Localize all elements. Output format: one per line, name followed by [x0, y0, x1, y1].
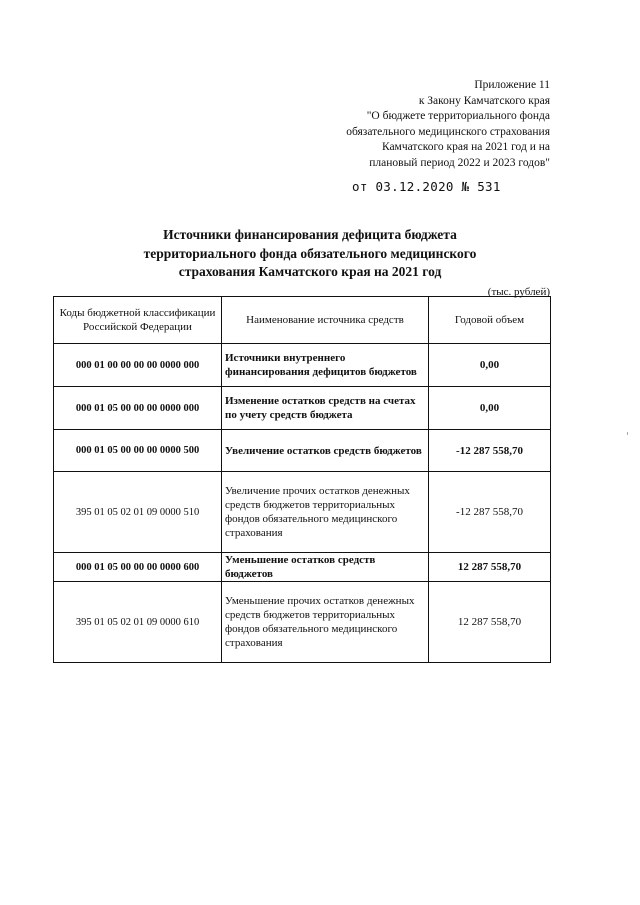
row-value: -12 287 558,70 — [429, 430, 551, 472]
row-name: Изменение остатков средств на счетах по учету средств бюджета — [222, 387, 429, 430]
document-title — [90, 226, 530, 282]
appendix-line: Камчатского края на 2021 год и на — [381, 141, 550, 153]
row-code: 000 01 05 00 00 00 0000 500 — [54, 430, 222, 472]
row-name: Уменьшение прочих остатков денежных средств бюджетов территориальных фондов обязательного медицинского страхования — [222, 582, 429, 663]
row-value: 12 287 558,70 — [429, 582, 551, 663]
appendix-note — [300, 78, 550, 171]
row-code: 395 01 05 02 01 09 0000 510 — [54, 472, 222, 553]
title-line: страхования Камчатского края на 2021 год — [178, 264, 442, 279]
table-row — [54, 472, 551, 553]
table-row — [54, 553, 551, 582]
row-value: -12 287 558,70 — [429, 472, 551, 553]
row-code: 000 01 00 00 00 00 0000 000 — [54, 344, 222, 387]
row-value: 0,00 — [429, 344, 551, 387]
table-row — [54, 387, 551, 430]
row-code: 000 01 05 00 00 00 0000 000 — [54, 387, 222, 430]
header-name: Наименование источника средств — [222, 297, 429, 344]
appendix-line: к Закону Камчатского края — [418, 94, 550, 107]
appendix-line: "О бюджете территориального фонда — [366, 110, 550, 122]
header-value: Годовой объем — [429, 297, 551, 344]
appendix-line: Приложение 11 — [474, 79, 550, 91]
appendix-line: обязательного медицинского страхования — [346, 125, 550, 138]
row-code: 395 01 05 02 01 09 0000 610 — [54, 582, 222, 663]
title-line: территориального фонда обязательного медицинского — [143, 245, 477, 261]
header-code: Коды бюджетной классификации Российской Федерации — [54, 297, 222, 344]
title-line: Источники финансирования дефицита бюджета — [163, 227, 457, 242]
date-number-stamp: от 03.12.2020 № 531 — [352, 179, 501, 194]
row-value: 12 287 558,70 — [429, 553, 551, 582]
row-value: 0,00 — [429, 387, 551, 430]
scan-speck — [627, 432, 628, 435]
financing-sources-table — [53, 296, 551, 663]
row-name: Увеличение остатков средств бюджетов — [222, 430, 429, 472]
table-row — [54, 430, 551, 472]
row-name: Уменьшение остатков средств бюджетов — [222, 553, 429, 582]
row-code: 000 01 05 00 00 00 0000 600 — [54, 553, 222, 582]
row-name: Увеличение прочих остатков денежных средств бюджетов территориальных фондов обязательного медицинского страхования — [222, 472, 429, 553]
appendix-line: плановый период 2022 и 2023 годов" — [369, 156, 550, 169]
table-header-row — [54, 297, 551, 344]
units-label: (тыс. рублей) — [487, 286, 550, 298]
table-row — [54, 344, 551, 387]
table-row — [54, 582, 551, 663]
row-name: Источники внутреннего финансирования дефицитов бюджетов — [222, 344, 429, 387]
